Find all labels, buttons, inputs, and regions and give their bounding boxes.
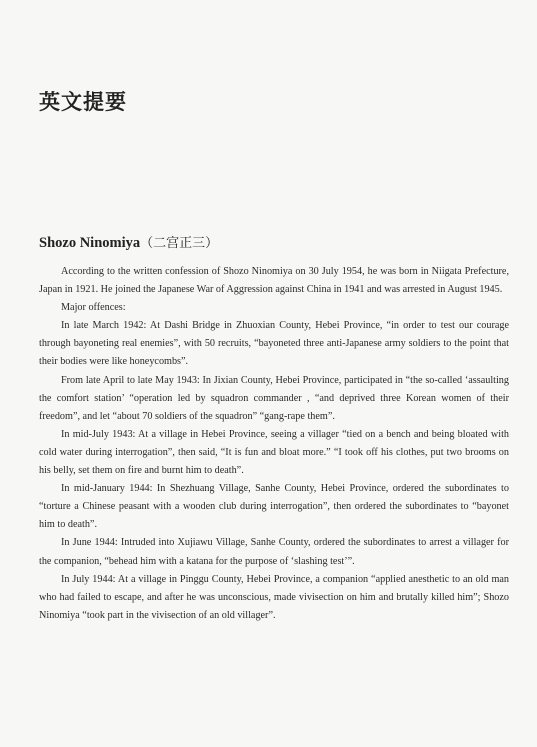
paragraph-offence-1943-july: In mid-July 1943: At a village in Hebei Province, seeing a villager “tied on a bench and being bloated with cold water during interrogation”, then said, “It is fun and bloat more.” “I took off his clothes, put two brooms on his belly, set them on fire and burnt him to death”. (39, 428, 509, 477)
paragraph-major-offences-label: Major offences: (61, 302, 126, 314)
paragraph-offence-1944-january: In mid-January 1944: In Shezhuang Village, Sanhe County, Hebei Province, ordered the subordinates to “torture a Chinese peasant with a wooden club during interrogation”, then ordered the subordinates to “bayonet him to death”. (39, 483, 509, 531)
paragraph-offence-1942-march: In late March 1942: At Dashi Bridge in Zhuoxian County, Hebei Province, “in order to test our courage through bayoneting real enemies”, with 50 recruits, “bayoneted three anti-Japanese army soldiers to the point that their bodies were like honeycombs”. (39, 320, 509, 368)
paragraph-offence-1944-july: In July 1944: At a village in Pinggu County, Hebei Province, a companion “applied anesthetic to an old man who had failed to escape, and after he was unconscious, made vivisection on him and brutally killed him”; Shozo Ninomiya “took part in the vivisection of an old villager”. (39, 573, 509, 621)
paragraph-intro: According to the written confession of Shozo Ninomiya on 30 July 1954, he was born in Niigata Prefecture, Japan in 1921. He joined the Japanese War of Aggression against China in 1941 and was arrested in August 1945. (39, 266, 509, 296)
person-name-cjk: （二宫正三） (140, 236, 219, 251)
paragraph-offence-1944-june: In June 1944: Intruded into Xujiawu Village, Sanhe County, ordered the subordinates to arrest a villager for the companion, “behead him with a katana for the purpose of ‘slashing test’”. (39, 537, 509, 567)
paragraph-offence-1943-april: From late April to late May 1943: In Jixian County, Hebei Province, participated in “the so-called ‘assaulting the comfort station’ “operation led by squadron commander , “and deprived three Korean women of their freedom”, and let “about 70 soldiers of the squadron” “gang-rape them”. (39, 374, 509, 422)
person-name: Shozo Ninomiya (39, 235, 141, 251)
section-title: 英文提要 (39, 89, 127, 114)
person-heading (39, 232, 218, 252)
body-text (39, 263, 509, 625)
